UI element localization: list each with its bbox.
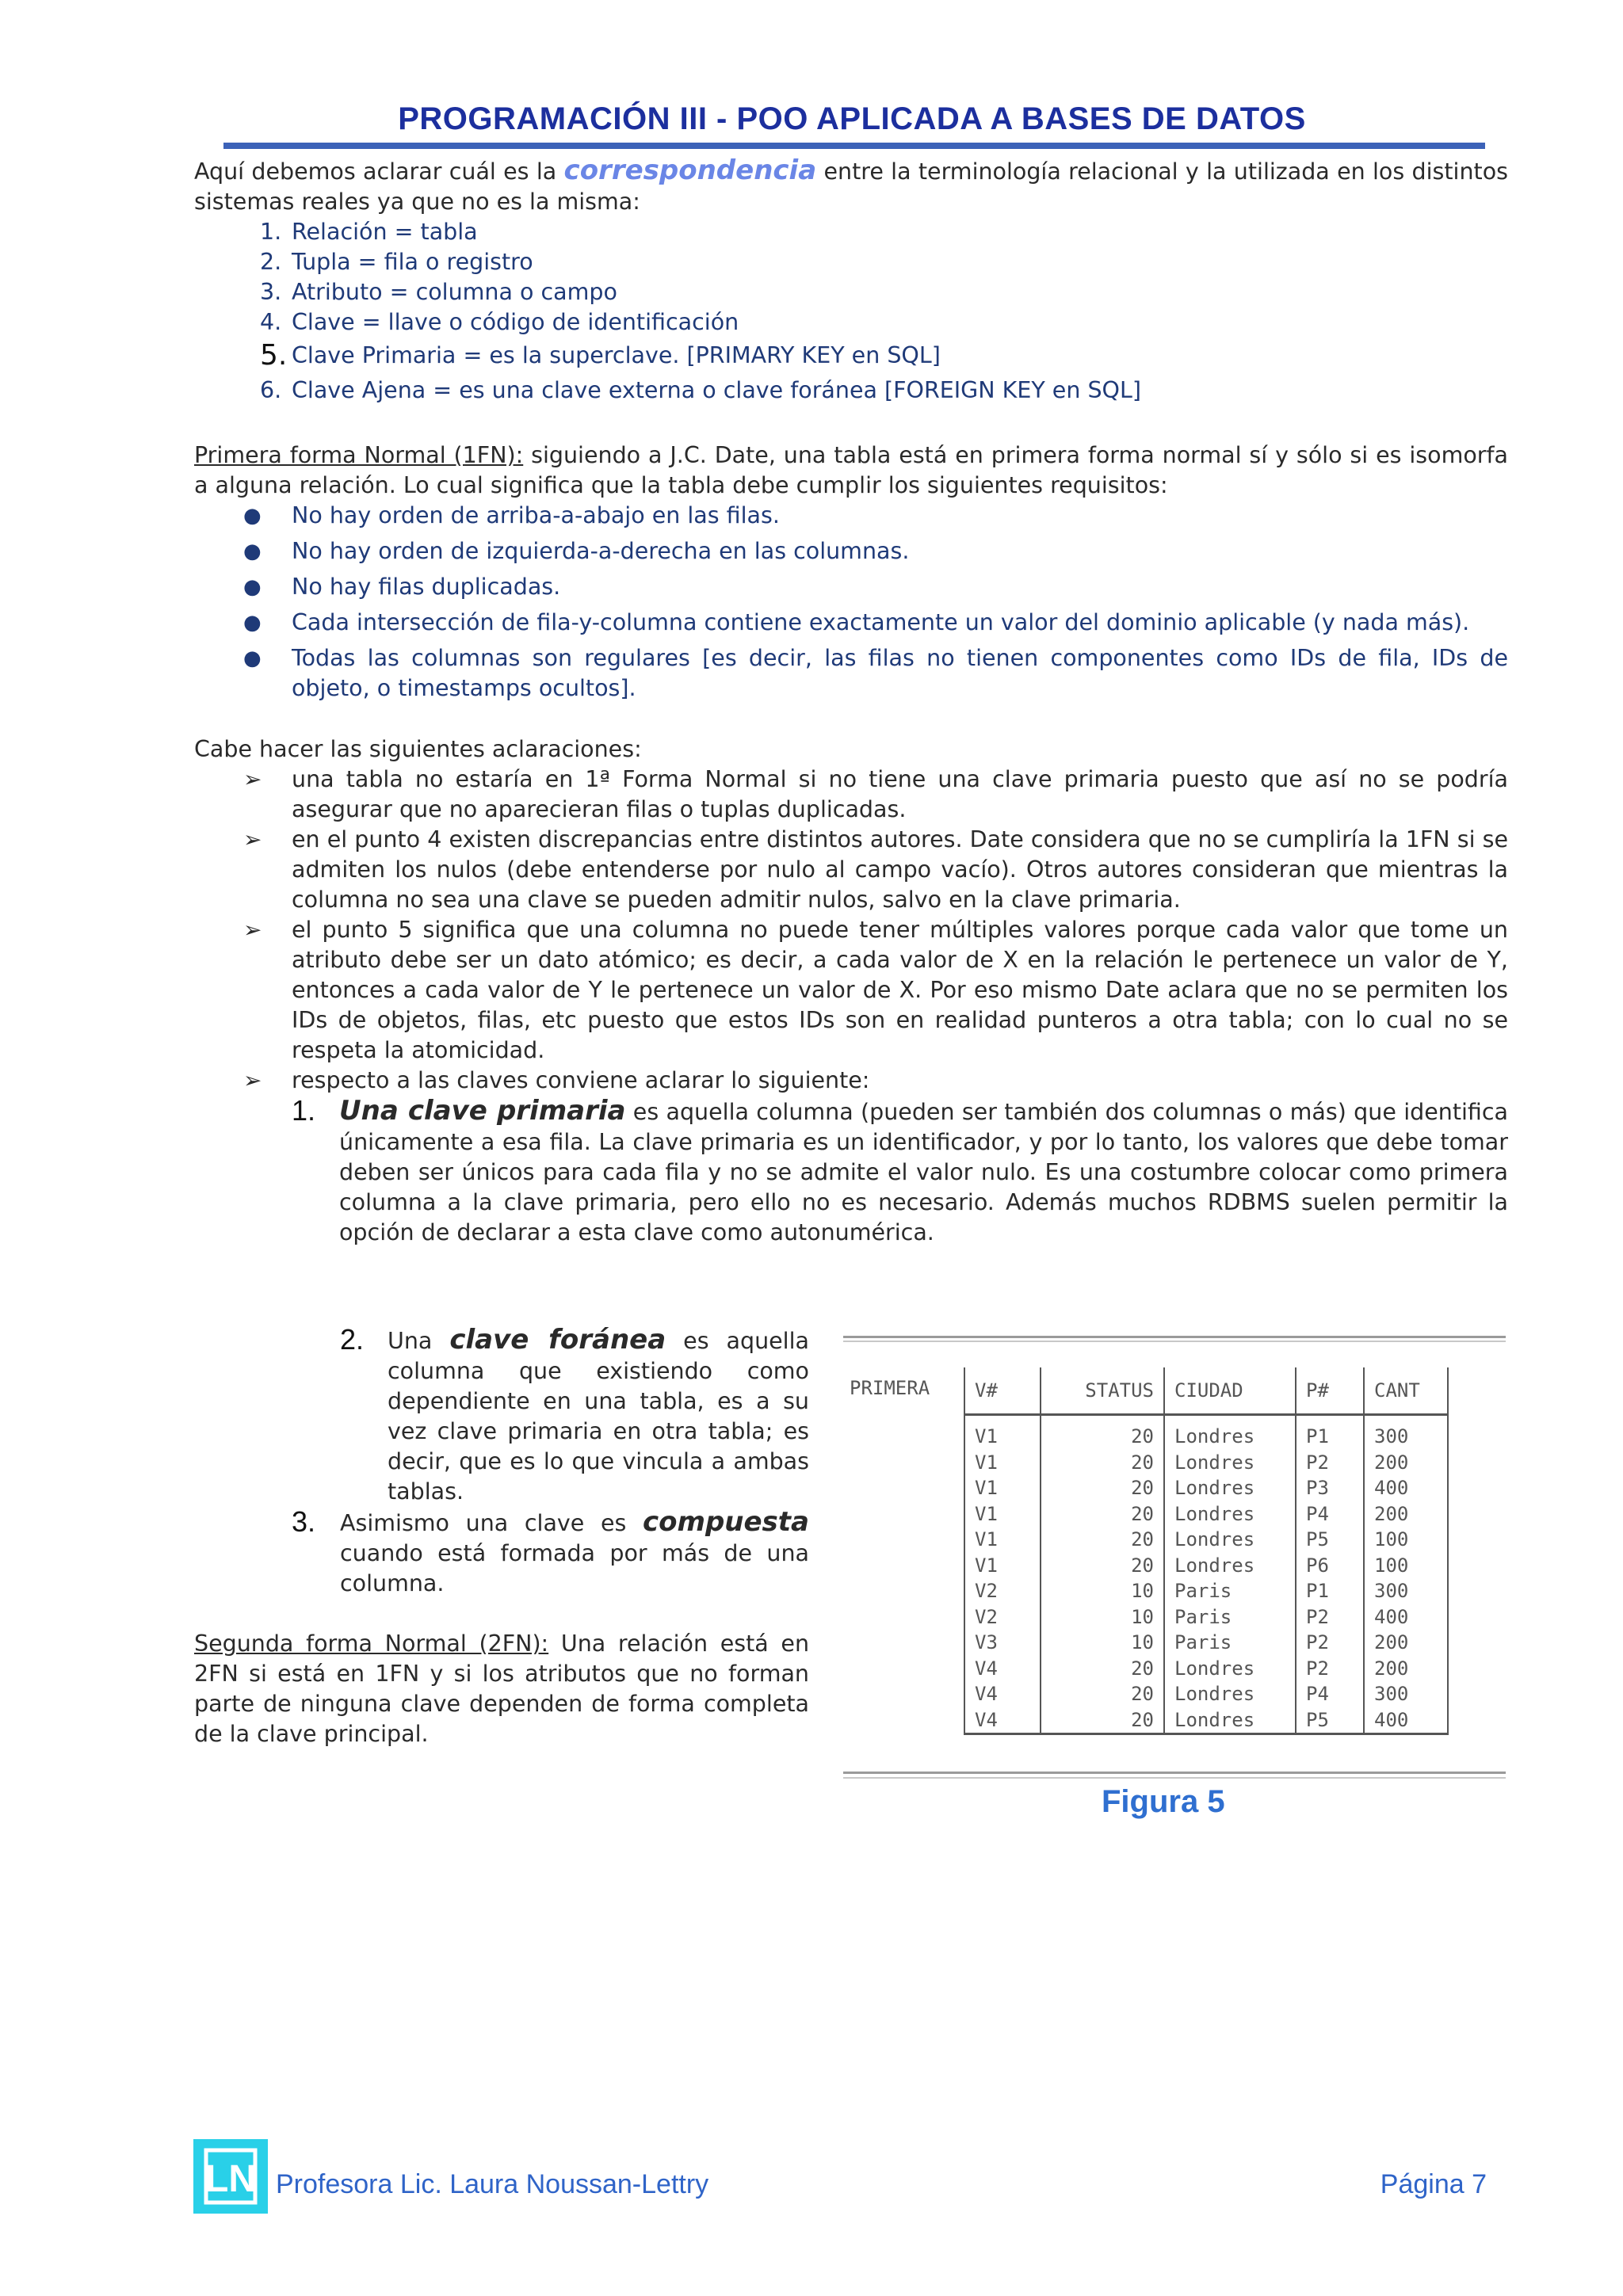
author-logo bbox=[193, 2139, 268, 2214]
key-item-composite bbox=[292, 1507, 809, 1599]
table-cell: V3 bbox=[964, 1630, 1041, 1656]
table-cell: V4 bbox=[964, 1707, 1041, 1734]
table-cell: Londres bbox=[1164, 1475, 1296, 1501]
list-text: Relación = tabla bbox=[292, 219, 478, 245]
spacer bbox=[194, 709, 1508, 734]
fn1-requirements bbox=[194, 501, 1508, 704]
table-row bbox=[964, 1527, 1448, 1553]
list-item bbox=[194, 217, 1508, 247]
fn2-paragraph bbox=[194, 1629, 809, 1749]
title-underline bbox=[223, 143, 1485, 149]
table-cell: 20 bbox=[1041, 1681, 1164, 1707]
table-row bbox=[964, 1681, 1448, 1707]
column-header: STATUS bbox=[1041, 1367, 1164, 1415]
relation-name: PRIMERA bbox=[850, 1377, 930, 1399]
figure-5 bbox=[843, 1336, 1506, 1779]
table-cell: Londres bbox=[1164, 1450, 1296, 1476]
figure-top-rule bbox=[843, 1336, 1506, 1338]
table-cell: P2 bbox=[1296, 1604, 1364, 1630]
table-header-row bbox=[964, 1367, 1448, 1415]
bullet-icon: ● bbox=[243, 611, 262, 635]
table-cell: 300 bbox=[1364, 1415, 1448, 1450]
table-cell: 20 bbox=[1041, 1656, 1164, 1682]
bullet-icon: ● bbox=[243, 575, 262, 599]
table-row bbox=[964, 1656, 1448, 1682]
figure-bottom-rule bbox=[843, 1772, 1506, 1774]
table-cell: V1 bbox=[964, 1450, 1041, 1476]
table-cell: 400 bbox=[1364, 1475, 1448, 1501]
composite-key-text: cuando está formada por más de una columna. bbox=[340, 1540, 809, 1596]
table-cell: Londres bbox=[1164, 1553, 1296, 1579]
keys-list bbox=[292, 1096, 1508, 1248]
table-cell: V1 bbox=[964, 1415, 1041, 1450]
key-number: 2. bbox=[340, 1323, 365, 1356]
table-row bbox=[964, 1578, 1448, 1604]
table-row bbox=[964, 1415, 1448, 1450]
bullet-item bbox=[194, 608, 1508, 638]
key-number: 3. bbox=[292, 1505, 316, 1538]
table-cell: 200 bbox=[1364, 1450, 1448, 1476]
list-number: 3. bbox=[260, 279, 282, 305]
table-cell: 10 bbox=[1041, 1630, 1164, 1656]
footer-author: Profesora Lic. Laura Noussan-Lettry bbox=[276, 2169, 709, 2199]
table-cell: 400 bbox=[1364, 1604, 1448, 1630]
bullet-text: No hay orden de izquierda-a-derecha en las columnas. bbox=[292, 538, 910, 564]
intro-before: Aquí debemos aclarar cuál es la bbox=[194, 158, 564, 185]
key-item-foreign bbox=[340, 1325, 809, 1507]
table-cell: P5 bbox=[1296, 1707, 1364, 1734]
bullet-text: Cada intersección de fila-y-columna contiene exactamente un valor del dominio aplicable (y nada más). bbox=[292, 609, 1470, 635]
figure-bottom-rule bbox=[843, 1777, 1506, 1779]
bullet-icon: ● bbox=[243, 540, 262, 563]
table-cell: P5 bbox=[1296, 1527, 1364, 1553]
list-number: 4. bbox=[260, 309, 282, 335]
bullet-item bbox=[194, 536, 1508, 566]
left-column bbox=[194, 1325, 809, 1749]
list-text: Atributo = columna o campo bbox=[292, 279, 617, 305]
table-cell: P2 bbox=[1296, 1630, 1364, 1656]
table-cell: V4 bbox=[964, 1656, 1041, 1682]
table-row bbox=[964, 1707, 1448, 1734]
bullet-icon: ● bbox=[243, 646, 262, 670]
clarifications-list bbox=[194, 765, 1508, 1096]
column-header: V# bbox=[964, 1367, 1041, 1415]
table-cell: Paris bbox=[1164, 1630, 1296, 1656]
table-cell: Paris bbox=[1164, 1578, 1296, 1604]
key-number: 1. bbox=[292, 1094, 316, 1127]
bullet-item bbox=[194, 572, 1508, 602]
list-text: Tupla = fila o registro bbox=[292, 249, 533, 275]
foreign-key-before: Una bbox=[388, 1328, 450, 1354]
table-cell: 300 bbox=[1364, 1681, 1448, 1707]
clarifications-intro: Cabe hacer las siguientes aclaraciones: bbox=[194, 736, 642, 762]
list-item bbox=[194, 247, 1508, 277]
page-title: PROGRAMACIÓN III - POO APLICADA A BASES DE DATOS bbox=[398, 101, 1306, 136]
composite-key-term: compuesta bbox=[643, 1506, 809, 1538]
table-cell: P1 bbox=[1296, 1415, 1364, 1450]
table-cell: V1 bbox=[964, 1501, 1041, 1527]
list-number: 6. bbox=[260, 377, 282, 403]
list-number: 1. bbox=[260, 219, 282, 245]
list-number: 2. bbox=[260, 249, 282, 275]
table-cell: 20 bbox=[1041, 1707, 1164, 1734]
bullet-text: No hay orden de arriba-a-abajo en las filas. bbox=[292, 502, 780, 528]
table-cell: 20 bbox=[1041, 1450, 1164, 1476]
fn2-text: Una relación está en 2FN si está en 1FN y si los atributos que no forman parte de ninguna clave dependen de forma completa de la clave principal. bbox=[194, 1630, 810, 1747]
arrow-text: el punto 5 significa que una columna no puede tener múltiples valores porque cada valor que tome un atributo debe ser un dato atómico; es decir, a cada valor de X en la relación le pertenece un valor de Y, entonces a cada valor de Y le pertenece un valor de X. Por eso mismo Date aclara que no se permiten los IDs de objetos, filas, etc puesto que estos IDs son en realidad punteros a otra tabla; con lo cual no se respeta la atomicidad. bbox=[292, 917, 1508, 1063]
bullet-item bbox=[194, 501, 1508, 531]
arrow-item bbox=[194, 915, 1508, 1066]
figure-caption: Figura 5 bbox=[1102, 1784, 1225, 1819]
key-item-primary bbox=[292, 1096, 1508, 1248]
table-row bbox=[964, 1604, 1448, 1630]
table-cell: V1 bbox=[964, 1475, 1041, 1501]
page-number: Página 7 bbox=[1380, 2169, 1487, 2199]
list-number: 5. bbox=[260, 339, 288, 372]
table-cell: 20 bbox=[1041, 1475, 1164, 1501]
arrow-bullet-icon: ➢ bbox=[243, 766, 262, 792]
table-cell: P3 bbox=[1296, 1475, 1364, 1501]
table-row bbox=[964, 1450, 1448, 1476]
bullet-text: No hay filas duplicadas. bbox=[292, 574, 561, 600]
arrow-bullet-icon: ➢ bbox=[243, 917, 262, 943]
spacer bbox=[194, 406, 1508, 436]
column-header: P# bbox=[1296, 1367, 1364, 1415]
arrow-item bbox=[194, 765, 1508, 825]
table-cell: P4 bbox=[1296, 1501, 1364, 1527]
table-cell: Paris bbox=[1164, 1604, 1296, 1630]
list-text: Clave Ajena = es una clave externa o clave foránea [FOREIGN KEY en SQL] bbox=[292, 377, 1141, 403]
table-cell: V1 bbox=[964, 1553, 1041, 1579]
table-cell: 300 bbox=[1364, 1578, 1448, 1604]
arrow-bullet-icon: ➢ bbox=[243, 1067, 262, 1093]
arrow-item bbox=[194, 825, 1508, 915]
table-cell: P1 bbox=[1296, 1578, 1364, 1604]
table-cell: 200 bbox=[1364, 1501, 1448, 1527]
bullet-icon: ● bbox=[243, 504, 262, 528]
table-cell: V2 bbox=[964, 1578, 1041, 1604]
list-item bbox=[194, 376, 1508, 406]
fn2-heading: Segunda forma Normal (2FN): bbox=[194, 1630, 549, 1657]
table-cell: 400 bbox=[1364, 1707, 1448, 1734]
arrow-bullet-icon: ➢ bbox=[243, 826, 262, 852]
column-header: CANT bbox=[1364, 1367, 1448, 1415]
table-cell: Londres bbox=[1164, 1681, 1296, 1707]
primary-key-text: es aquella columna (pueden ser también dos columnas o más) que identifica únicamente a esa fila. La clave primaria es un identificador, y por lo tanto, los valores que debe tomar deben ser únicos para cada fila y no se admite el valor nulo. Es una costumbre colocar como primera columna a la clave primaria, pero ello no es necesario. Además muchos RDBMS suelen permitir la opción de declarar a esta clave como autonumérica. bbox=[339, 1099, 1508, 1245]
table-cell: 10 bbox=[1041, 1578, 1164, 1604]
arrow-text: en el punto 4 existen discrepancias entre distintos autores. Date considera que no se cumpliría la 1FN si se admiten los nulos (debe entenderse por nulo al campo vacío). Otros autores consideran que mientras la columna no sea una clave se pueden admitir nulos, salvo en la clave primaria. bbox=[292, 826, 1508, 913]
table-cell: Londres bbox=[1164, 1527, 1296, 1553]
table-cell: Londres bbox=[1164, 1707, 1296, 1734]
table-cell: P2 bbox=[1296, 1450, 1364, 1476]
fn1-paragraph bbox=[194, 441, 1508, 501]
intro-after: entre la terminología relacional y la utilizada en los distintos sistemas reales ya que no es la misma: bbox=[194, 158, 1508, 215]
main-body bbox=[194, 155, 1508, 1248]
bullet-text: Todas las columnas son regulares [es decir, las filas no tienen componentes como IDs de fila, IDs de objeto, o timestamps ocultos]. bbox=[292, 645, 1508, 701]
relation-table-body bbox=[964, 1415, 1448, 1734]
table-row bbox=[964, 1630, 1448, 1656]
composite-key-before: Asimismo una clave es bbox=[340, 1510, 643, 1536]
table-cell: 20 bbox=[1041, 1553, 1164, 1579]
bullet-item bbox=[194, 643, 1508, 704]
list-item bbox=[194, 307, 1508, 338]
table-cell: Londres bbox=[1164, 1656, 1296, 1682]
list-item bbox=[194, 341, 1508, 372]
table-cell: V2 bbox=[964, 1604, 1041, 1630]
table-cell: Londres bbox=[1164, 1501, 1296, 1527]
table-cell: 20 bbox=[1041, 1415, 1164, 1450]
column-header: CIUDAD bbox=[1164, 1367, 1296, 1415]
table-cell: P2 bbox=[1296, 1656, 1364, 1682]
arrow-text: respecto a las claves conviene aclarar lo siguiente: bbox=[292, 1067, 870, 1093]
table-cell: 20 bbox=[1041, 1501, 1164, 1527]
table-cell: 200 bbox=[1364, 1630, 1448, 1656]
table-cell: 100 bbox=[1364, 1527, 1448, 1553]
intro-paragraph bbox=[194, 155, 1508, 217]
table-cell: P4 bbox=[1296, 1681, 1364, 1707]
foreign-key-term: clave foránea bbox=[449, 1324, 666, 1356]
correspondencia-keyword: correspondencia bbox=[563, 154, 817, 186]
table-cell: V4 bbox=[964, 1681, 1041, 1707]
list-item bbox=[194, 277, 1508, 307]
list-text: Clave = llave o código de identificación bbox=[292, 309, 739, 335]
table-cell: P6 bbox=[1296, 1553, 1364, 1579]
fn1-heading: Primera forma Normal (1FN): bbox=[194, 442, 524, 468]
table-row bbox=[964, 1475, 1448, 1501]
table-cell: V1 bbox=[964, 1527, 1041, 1553]
figure-top-rule bbox=[843, 1341, 1506, 1342]
terminology-list bbox=[194, 217, 1508, 406]
foreign-key-text: es aquella columna que existiendo como dependiente en una tabla, es a su vez clave primaria en otra tabla; es decir, que es lo que vincula a ambas tablas. bbox=[388, 1328, 809, 1505]
fn1-text: siguiendo a J.C. Date, una tabla está en primera forma normal sí y sólo si es isomorfa a alguna relación. Lo cual significa que la tabla debe cumplir los siguientes requisitos: bbox=[194, 442, 1508, 498]
table-cell: 10 bbox=[1041, 1604, 1164, 1630]
table-cell: 20 bbox=[1041, 1527, 1164, 1553]
table-cell: 200 bbox=[1364, 1656, 1448, 1682]
arrow-text: una tabla no estaría en 1ª Forma Normal si no tiene una clave primaria puesto que así no se podría asegurar que no aparecieran filas o tuplas duplicadas. bbox=[292, 766, 1508, 822]
table-cell: Londres bbox=[1164, 1415, 1296, 1450]
arrow-item bbox=[194, 1066, 1508, 1096]
table-row bbox=[964, 1501, 1448, 1527]
primary-key-term: Una clave primaria bbox=[339, 1095, 626, 1127]
relation-table bbox=[964, 1367, 1449, 1735]
svg-text:LN: LN bbox=[205, 2158, 256, 2200]
table-row bbox=[964, 1553, 1448, 1579]
ln-logo-icon bbox=[193, 2139, 268, 2214]
table-cell: 100 bbox=[1364, 1553, 1448, 1579]
list-text: Clave Primaria = es la superclave. [PRIMARY KEY en SQL] bbox=[292, 342, 941, 368]
